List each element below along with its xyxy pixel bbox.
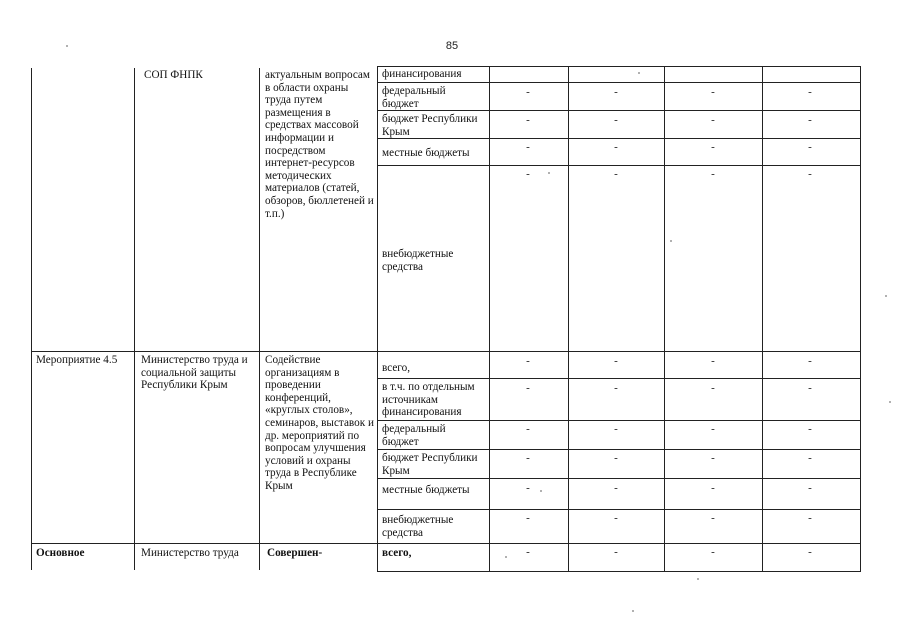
dash: -	[526, 452, 530, 464]
dash: -	[808, 546, 812, 558]
dash: -	[614, 114, 618, 126]
row2-measure: Мероприятие 4.5	[36, 354, 118, 366]
dash: -	[711, 114, 715, 126]
dash: -	[711, 382, 715, 394]
page-number: 85	[445, 40, 459, 52]
dash: -	[526, 482, 530, 494]
dash: -	[808, 86, 812, 98]
dash: -	[808, 168, 812, 180]
dash: -	[614, 355, 618, 367]
dash: -	[614, 482, 618, 494]
dash: -	[614, 452, 618, 464]
dash: -	[526, 423, 530, 435]
dash: -	[614, 546, 618, 558]
row2-source-local: местные бюджеты	[382, 484, 470, 496]
row3-description: Совершен-	[267, 547, 323, 559]
row1-source-crimea: бюджет Республики Крым	[382, 113, 478, 138]
row1-source-federal: федеральный бюджет	[382, 85, 446, 110]
row2-source-total: всего,	[382, 362, 410, 374]
dash: -	[614, 423, 618, 435]
dash: -	[614, 512, 618, 524]
row2-source-federal: федеральный бюджет	[382, 423, 446, 448]
dash: -	[808, 482, 812, 494]
dash: -	[526, 114, 530, 126]
row1-description: актуальным вопросам в области охраны труда путем размещения в средствах массовой информации и посредством интернет-ресурсов методических материалов (статей, обзоров, бюллетеней и т.п.)	[265, 69, 374, 220]
row1-source-extra: внебюджетные средства	[382, 248, 454, 273]
dash: -	[711, 168, 715, 180]
row3-measure: Основное	[36, 547, 85, 559]
row2-source-by-source: в т.ч. по отдельным источникам финансирования	[382, 381, 475, 419]
dash: -	[711, 546, 715, 558]
row1-source-local: местные бюджеты	[382, 147, 470, 159]
dash: -	[711, 482, 715, 494]
row2-executor: Министерство труда и социальной защиты Республики Крым	[141, 354, 248, 392]
dash: -	[526, 382, 530, 394]
dash: -	[808, 452, 812, 464]
dash: -	[808, 141, 812, 153]
row1-source-financing: финансирования	[382, 68, 462, 80]
row2-description: Содействие организациям в проведении конференций, «круглых столов», семинаров, выставок и др. мероприятий по вопросам улучшения условий и охраны труда в Республике Крым	[265, 354, 374, 492]
dash: -	[614, 382, 618, 394]
dash: -	[526, 355, 530, 367]
dash: -	[526, 168, 530, 180]
dash: -	[711, 141, 715, 153]
dash: -	[808, 114, 812, 126]
row1-executor: СОП ФНПК	[144, 69, 203, 81]
row2-source-crimea: бюджет Республики Крым	[382, 452, 478, 477]
dash: -	[808, 355, 812, 367]
dash: -	[808, 512, 812, 524]
dash: -	[711, 512, 715, 524]
row3-executor: Министерство труда	[141, 547, 239, 559]
dash: -	[711, 355, 715, 367]
dash: -	[711, 452, 715, 464]
dash: -	[614, 168, 618, 180]
dash: -	[526, 546, 530, 558]
dash: -	[614, 141, 618, 153]
dash: -	[808, 382, 812, 394]
dash: -	[526, 512, 530, 524]
dash: -	[711, 86, 715, 98]
row2-source-extra: внебюджетные средства	[382, 514, 454, 539]
dash: -	[614, 86, 618, 98]
dash: -	[526, 141, 530, 153]
dash: -	[526, 86, 530, 98]
row3-source-total: всего,	[382, 547, 412, 559]
dash: -	[711, 423, 715, 435]
dash: -	[808, 423, 812, 435]
